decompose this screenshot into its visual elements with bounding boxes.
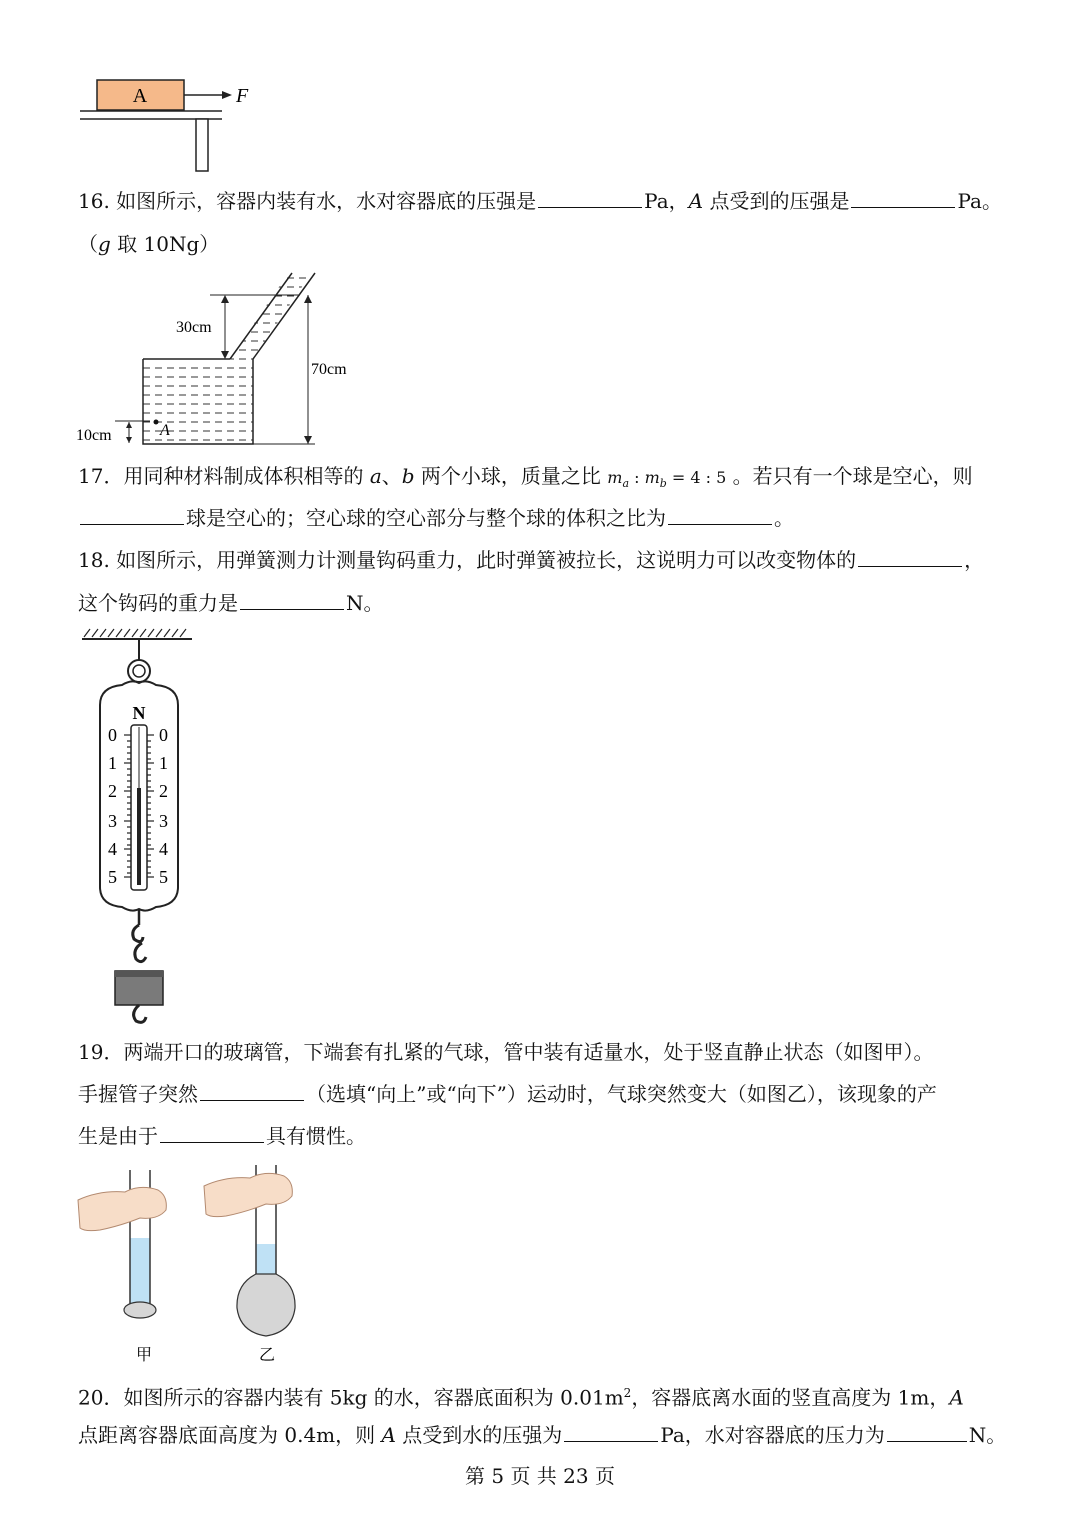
block-force-figure	[70, 70, 270, 180]
q17-text-a: 17．用同种材料制成体积相等的	[78, 464, 370, 488]
scale-right-0: 0	[159, 725, 168, 745]
scale-left-5: 5	[108, 867, 117, 887]
q16-line1	[78, 186, 1002, 216]
q18-line1	[78, 545, 984, 575]
q17-text-b: 两个小球，质量之比	[414, 464, 608, 488]
q19-line3	[78, 1121, 366, 1151]
q20-point-a-2: A	[381, 1423, 396, 1447]
q20-point-a-1: A	[949, 1385, 964, 1410]
q17-text-e: 。	[774, 506, 794, 530]
scale-unit-label: N	[132, 703, 146, 723]
point-a-label: A	[160, 422, 170, 439]
scale-right-3: 3	[159, 811, 168, 831]
scale-right-2: 2	[159, 781, 168, 801]
q20-text-e: Pa，水对容器底的压力为	[660, 1423, 885, 1447]
small-balloon	[124, 1302, 156, 1318]
q19-text-a: 19．两端开口的玻璃管，下端套有扎紧的气球，管中装有适量水，处于竖直静止状态（如图甲）。	[78, 1040, 934, 1064]
spring-scale-figure	[70, 625, 210, 1025]
q19-text-d: 生是由于	[78, 1124, 158, 1148]
scale-left-2: 2	[108, 781, 117, 801]
q18-answer-blank-2[interactable]	[240, 608, 344, 610]
q16-g: g	[98, 232, 111, 256]
q18-answer-blank-1[interactable]	[858, 565, 962, 567]
q16-unit2: Pa。	[957, 189, 1002, 213]
label-10cm: 10cm	[76, 427, 112, 444]
page-footer: 第 5 页 共 23 页	[465, 1464, 615, 1488]
q20-text-f: N。	[968, 1423, 1007, 1447]
ceiling-hatch	[84, 629, 186, 637]
table-leg	[196, 119, 208, 171]
tube-balloon-figure	[70, 1160, 330, 1370]
scale-right-1: 1	[159, 753, 168, 773]
q20-text-a: 20．如图所示的容器内装有 5kg 的水，容器底面积为 0.01m	[78, 1385, 624, 1410]
q19-line1	[78, 1037, 933, 1067]
q17-text-d: 球是空心的；空心球的空心部分与整个球的体积之比为	[186, 506, 666, 530]
q19-answer-blank-2[interactable]	[160, 1141, 264, 1143]
force-label: F	[236, 85, 249, 107]
q20-answer-blank-1[interactable]	[564, 1440, 658, 1442]
q20-line2	[78, 1420, 1006, 1450]
water-tube	[230, 275, 310, 359]
q17-line2	[78, 503, 794, 533]
q19-text-b: 手握管子突然	[78, 1082, 198, 1106]
label-70cm: 70cm	[311, 361, 347, 378]
q18-unit: N。	[346, 591, 384, 615]
q17-var-b: b	[401, 464, 415, 488]
block-a-label: A	[132, 85, 148, 107]
scale-left-0: 0	[108, 725, 117, 745]
q16-text-b: 点受到的压强是	[703, 189, 850, 213]
q19-answer-blank-1[interactable]	[200, 1099, 304, 1101]
scale-pointer	[137, 788, 141, 885]
q16-line2	[78, 229, 219, 259]
q20-text-d: 点受到水的压强为	[395, 1423, 563, 1447]
large-balloon	[237, 1274, 295, 1336]
q17-mass-ratio: $m_a$ : $m_b = 4$ : 5	[607, 468, 727, 491]
q20-text-c: 点距离容器底面高度为 0.4m，则	[78, 1423, 382, 1447]
q16-answer-blank-1[interactable]	[538, 206, 642, 208]
scale-left-4: 4	[108, 839, 117, 859]
q17-text-c: 。若只有一个球是空心，则	[726, 464, 973, 488]
scale-left-1: 1	[108, 753, 117, 773]
q19-line2	[78, 1079, 937, 1109]
q20-line1	[78, 1378, 964, 1413]
force-arrowhead	[222, 91, 232, 99]
q18-text-b: 这个钩码的重力是	[78, 591, 238, 615]
q17-answer-blank-1[interactable]	[80, 523, 184, 525]
label-yi: 乙	[259, 1347, 276, 1364]
q19-text-c: （选填“向上”或“向下”）运动时，气球突然变大（如图乙），该现象的产	[306, 1082, 937, 1106]
scale-right-5: 5	[159, 867, 168, 887]
q18-text-a: 18. 如图所示，用弹簧测力计测量钩码重力，此时弹簧被拉长，这说明力可以改变物体的	[78, 548, 857, 572]
scale-left-3: 3	[108, 811, 117, 831]
container-figure	[70, 265, 370, 455]
q17-sep: 、	[381, 464, 402, 488]
q20-superscript: 2	[623, 1386, 632, 1400]
q18-comma: ，	[964, 548, 985, 572]
q17-answer-blank-2[interactable]	[668, 523, 772, 525]
q17-var-a: a	[369, 464, 382, 488]
q16-text-a: 16. 如图所示，容器内装有水，水对容器底的压强是	[78, 189, 537, 213]
q16-g-value: 取 10Ng）	[110, 232, 220, 256]
top-ring	[128, 660, 150, 682]
q16-answer-blank-2[interactable]	[851, 206, 955, 208]
q20-text-b: ，容器底离水面的竖直高度为 1m，	[631, 1385, 950, 1410]
q17-line1	[78, 461, 973, 499]
q16-paren: （	[78, 232, 98, 256]
label-30cm: 30cm	[176, 319, 212, 336]
point-a-dot	[154, 420, 159, 425]
hand-left	[78, 1187, 166, 1230]
q19-text-e: 具有惯性。	[266, 1124, 366, 1148]
label-jia: 甲	[136, 1347, 153, 1364]
q16-point-a: A	[688, 189, 704, 213]
q16-unit1: Pa，	[644, 189, 689, 213]
scale-right-4: 4	[159, 839, 168, 859]
scale-hook	[133, 925, 143, 942]
q18-line2	[78, 588, 384, 618]
q20-answer-blank-2[interactable]	[887, 1440, 967, 1442]
hand-right	[204, 1173, 292, 1216]
